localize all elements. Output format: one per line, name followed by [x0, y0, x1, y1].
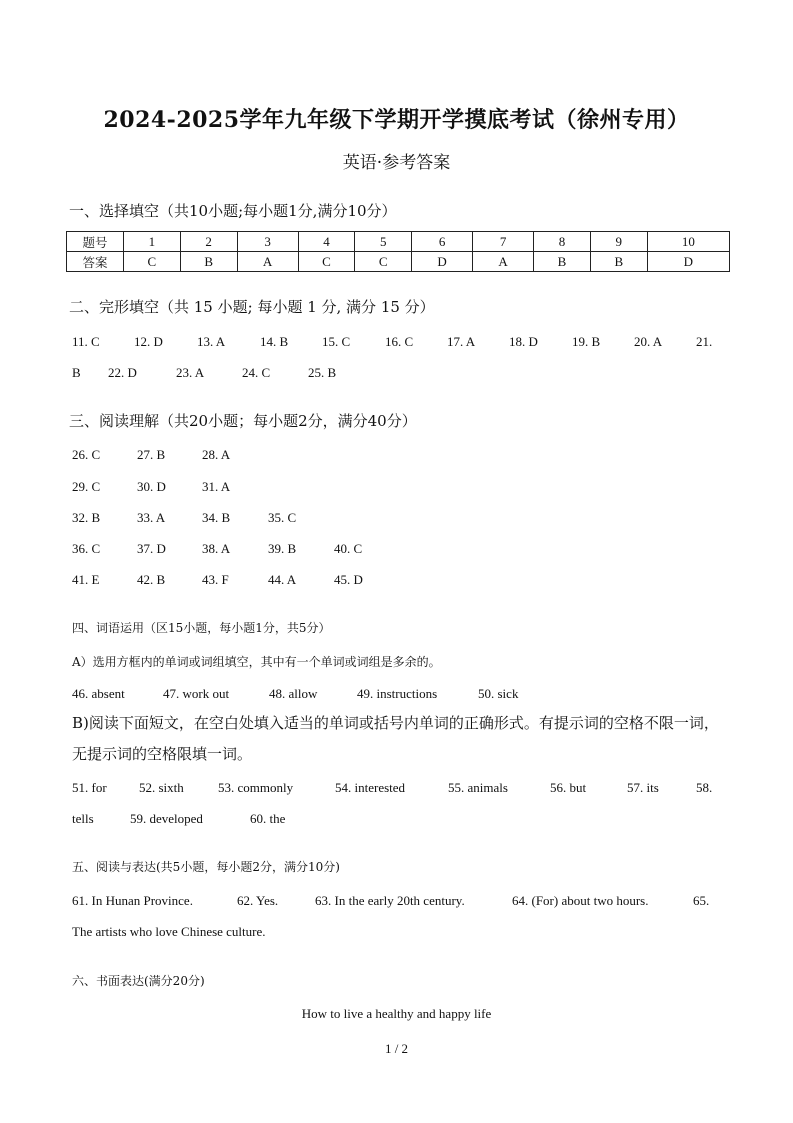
section4-partA-instruction: A）选用方框内的单词或词组填空，其中有一个单词或词组是多余的。	[72, 655, 441, 669]
answer-item: 30. D	[137, 479, 166, 494]
choice-answer-table	[66, 231, 730, 272]
answer-item: 42. B	[137, 572, 166, 587]
answer-item: 54. interested	[335, 780, 406, 795]
answer-item: 17. A	[447, 334, 476, 349]
answer-item: 38. A	[202, 541, 231, 556]
table-cell: B	[180, 252, 237, 272]
table-cell: 6	[412, 232, 473, 252]
answer-item: 57. its	[627, 780, 659, 795]
answer-item: 19. B	[572, 334, 601, 349]
answer-item: 58.	[696, 780, 713, 795]
table-row-answers	[67, 252, 730, 272]
answer-item: 25. B	[308, 365, 337, 380]
answer-item: 51. for	[72, 780, 107, 795]
answer-item: 39. B	[268, 541, 297, 556]
answer-item: 49. instructions	[357, 686, 438, 701]
table-cell: C	[355, 252, 412, 272]
answer-item: 63. In the early 20th century.	[315, 893, 465, 908]
answer-item: 41. E	[72, 572, 100, 587]
table-cell: B	[534, 252, 591, 272]
section1-heading: 一、选择填空（共10小题;每小题1分,满分10分）	[69, 202, 397, 220]
table-cell: 7	[473, 232, 534, 252]
answer-item: B	[72, 365, 81, 380]
answer-item: 20. A	[634, 334, 663, 349]
answer-item: 13. A	[197, 334, 226, 349]
answer-item: 59. developed	[130, 811, 203, 826]
table-cell: B	[590, 252, 647, 272]
table-cell: D	[412, 252, 473, 272]
answer-item: 44. A	[268, 572, 297, 587]
answer-item: 28. A	[202, 447, 231, 462]
answer-item: 31. A	[202, 479, 231, 494]
page-number: 1 / 2	[384, 1041, 409, 1056]
answer-item: 65.	[693, 893, 710, 908]
section2-heading: 二、完形填空（共 15 小题; 每小题 1 分, 满分 15 分）	[69, 298, 435, 316]
table-cell: 5	[355, 232, 412, 252]
answer-item: 15. C	[322, 334, 351, 349]
table-cell: A	[473, 252, 534, 272]
answer-item: 60. the	[250, 811, 286, 826]
answer-item: 23. A	[176, 365, 205, 380]
table-cell: 10	[647, 232, 729, 252]
section5-heading: 五、阅读与表达(共5小题，每小题2分，满分10分)	[72, 860, 340, 874]
table-cell: 8	[534, 232, 591, 252]
answer-item: 16. C	[385, 334, 414, 349]
table-cell: D	[647, 252, 729, 272]
section4-heading: 四、词语运用（区15小题，每小题1分，共5分）	[72, 621, 331, 635]
answer-item: 29. C	[72, 479, 101, 494]
answer-item: The artists who love Chinese culture.	[72, 924, 266, 939]
answer-item: 22. D	[108, 365, 137, 380]
row-label-question: 题号	[67, 232, 124, 252]
answer-item: 18. D	[509, 334, 538, 349]
table-cell: 9	[590, 232, 647, 252]
answer-item: 26. C	[72, 447, 101, 462]
table-cell: C	[298, 252, 355, 272]
answer-item: 24. C	[242, 365, 271, 380]
section6-heading: 六、书面表达(满分20分)	[72, 974, 205, 988]
answer-item: tells	[72, 811, 94, 826]
answer-item: 27. B	[137, 447, 166, 462]
table-cell: A	[237, 252, 298, 272]
answer-item: 32. B	[72, 510, 101, 525]
answer-item: 33. A	[137, 510, 166, 525]
page-subtitle: 英语·参考答案	[342, 153, 451, 173]
table-cell: 1	[124, 232, 181, 252]
answer-item: 11. C	[72, 334, 100, 349]
table-cell: 3	[237, 232, 298, 252]
answer-item: 56. but	[550, 780, 587, 795]
answer-item: 34. B	[202, 510, 231, 525]
answer-item: 53. commonly	[218, 780, 294, 795]
answer-item: 52. sixth	[139, 780, 184, 795]
answer-item: 36. C	[72, 541, 101, 556]
answer-item: 45. D	[334, 572, 363, 587]
answer-item: 47. work out	[163, 686, 230, 701]
answer-item: 50. sick	[478, 686, 519, 701]
table-cell: C	[124, 252, 181, 272]
table-cell: 4	[298, 232, 355, 252]
answer-item: 62. Yes.	[237, 893, 279, 908]
answer-item: 64. (For) about two hours.	[512, 893, 649, 908]
answer-item: 37. D	[137, 541, 166, 556]
section3-heading: 三、阅读理解（共20小题；每小题2分，满分40分）	[69, 412, 417, 430]
answer-item: 46. absent	[72, 686, 125, 701]
table-row-numbers	[67, 232, 730, 252]
answer-item: 40. C	[334, 541, 363, 556]
section4-partB-instruction: B)阅读下面短文，在空白处填入适当的单词或括号内单词的正确形式。有提示词的空格不限一词，无提示词的空格限填一词。	[72, 714, 719, 763]
answer-item: 35. C	[268, 510, 297, 525]
page-title: 2024-2025学年九年级下学期开学摸底考试（徐州专用）	[103, 107, 690, 133]
answer-item: 61. In Hunan Province.	[72, 893, 193, 908]
essay-title: How to live a healthy and happy life	[301, 1006, 492, 1021]
answer-item: 43. F	[202, 572, 229, 587]
row-label-answer: 答案	[67, 252, 124, 272]
answer-item: 12. D	[134, 334, 163, 349]
answer-item: 21.	[696, 334, 713, 349]
answer-item: 14. B	[260, 334, 289, 349]
answer-item: 55. animals	[448, 780, 508, 795]
table-cell: 2	[180, 232, 237, 252]
answer-item: 48. allow	[269, 686, 318, 701]
